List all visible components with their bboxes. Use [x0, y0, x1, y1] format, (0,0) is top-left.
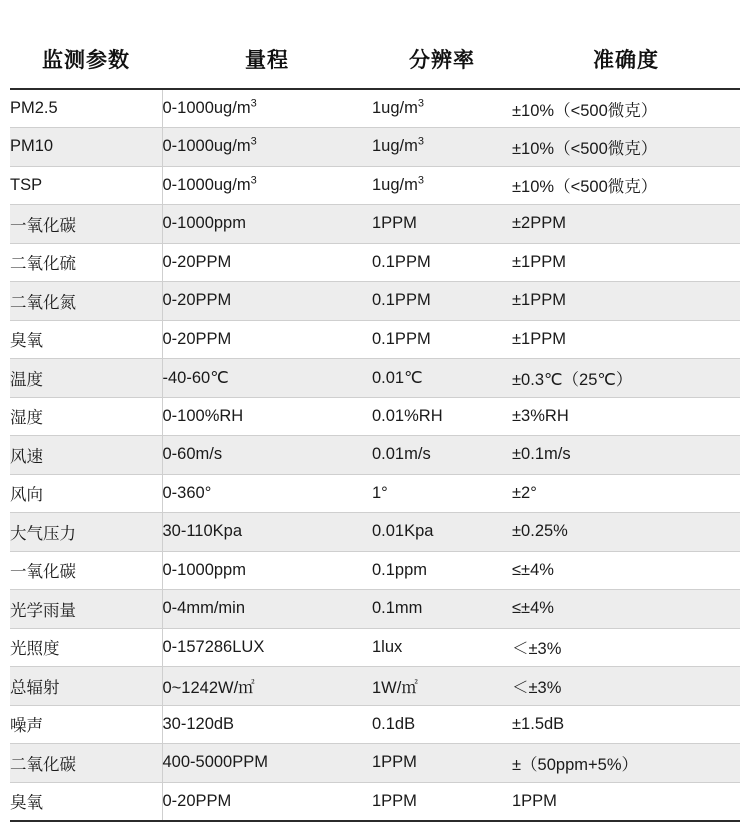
cell-parameter — [10, 705, 162, 744]
cell-range — [162, 243, 372, 282]
cell-parameter-text: 光照度 — [10, 640, 60, 659]
cell-accuracy — [512, 436, 740, 475]
table-row — [10, 628, 740, 667]
cell-range — [162, 359, 372, 398]
cell-resolution — [372, 166, 512, 205]
cell-range-text: 0-1000ug/m — [162, 99, 251, 117]
table-body — [10, 89, 740, 821]
cell-range-text: 0-20PPM — [162, 329, 232, 348]
cell-accuracy — [512, 667, 740, 706]
cell-parameter — [10, 667, 162, 706]
cell-parameter-text: 总辐射 — [10, 678, 60, 697]
cell-accuracy-text: ±2° — [512, 483, 537, 502]
cell-range — [162, 89, 372, 128]
cell-accuracy-text: ±1PPM — [512, 291, 566, 310]
column-header-accuracy: 准确度 — [512, 38, 740, 89]
table-row — [10, 397, 740, 436]
cell-parameter — [10, 282, 162, 321]
table-row — [10, 89, 740, 128]
cell-resolution-text: 0.1PPM — [372, 329, 431, 348]
cell-resolution-text: 1ug/m — [372, 175, 418, 194]
cell-range — [162, 744, 372, 783]
table-row — [10, 474, 740, 513]
cell-range-text: 30-110Kpa — [162, 522, 243, 541]
table-row — [10, 205, 740, 244]
cell-parameter — [10, 243, 162, 282]
cell-accuracy-text: ±1PPM — [512, 329, 566, 348]
cell-accuracy — [512, 359, 740, 398]
table-row — [10, 551, 740, 590]
cell-range-text: 0-20PPM — [162, 252, 232, 271]
cell-resolution — [372, 282, 512, 321]
cell-accuracy-text: ±0.1m/s — [512, 445, 571, 464]
cell-accuracy — [512, 551, 740, 590]
cell-resolution — [372, 205, 512, 244]
table-row — [10, 359, 740, 398]
cell-range — [162, 551, 372, 590]
cell-resolution — [372, 128, 512, 167]
table-row — [10, 705, 740, 744]
cell-accuracy-text: ±10%（<500微克） — [512, 101, 658, 120]
cell-parameter-text: 一氧化碳 — [10, 216, 76, 235]
cell-range-text: 0-20PPM — [162, 791, 232, 810]
cell-resolution-text: 1ug/m — [372, 99, 418, 117]
cell-accuracy — [512, 128, 740, 167]
cell-resolution-text: 0.01m/s — [372, 445, 431, 464]
table-header — [10, 38, 740, 89]
cell-resolution — [372, 89, 512, 128]
cell-parameter — [10, 89, 162, 128]
cell-range-text: 0-1000ug/m — [162, 137, 251, 156]
cell-resolution-text: 1° — [372, 483, 388, 502]
cell-parameter-text: 一氧化碳 — [10, 563, 76, 582]
cell-accuracy — [512, 397, 740, 436]
cell-range — [162, 166, 372, 205]
cell-resolution — [372, 243, 512, 282]
cell-accuracy — [512, 166, 740, 205]
cell-accuracy-text: ≤±4% — [512, 599, 554, 618]
table-row — [10, 243, 740, 282]
cell-accuracy — [512, 705, 740, 744]
cell-parameter-text: 温度 — [10, 370, 43, 389]
cell-accuracy — [512, 320, 740, 359]
cell-parameter-text: 大气压力 — [10, 524, 76, 543]
cell-accuracy-text: ＜±3% — [512, 640, 562, 659]
cell-parameter — [10, 166, 162, 205]
cell-range-superscript: 3 — [250, 135, 257, 148]
cell-parameter-text: 二氧化氮 — [10, 293, 76, 312]
cell-parameter-text: PM2.5 — [10, 99, 58, 117]
cell-parameter — [10, 436, 162, 475]
cell-resolution-text: 0.1PPM — [372, 291, 431, 310]
cell-accuracy-text: ±3%RH — [512, 406, 569, 425]
cell-range — [162, 128, 372, 167]
cell-accuracy — [512, 590, 740, 629]
cell-accuracy-text: 1PPM — [512, 791, 557, 810]
cell-range — [162, 205, 372, 244]
cell-range — [162, 667, 372, 706]
cell-resolution — [372, 744, 512, 783]
cell-range-text: 0-100%RH — [162, 406, 244, 425]
cell-range — [162, 282, 372, 321]
table-row — [10, 436, 740, 475]
cell-range-text: 0-60m/s — [162, 445, 223, 464]
cell-accuracy — [512, 89, 740, 128]
cell-accuracy — [512, 513, 740, 552]
cell-parameter — [10, 359, 162, 398]
cell-accuracy-text: ＜±3% — [512, 678, 562, 697]
cell-resolution-text: 1PPM — [372, 214, 417, 233]
table-row — [10, 782, 740, 821]
table-row — [10, 128, 740, 167]
cell-range-text: 0-1000ug/m — [162, 175, 251, 194]
cell-accuracy — [512, 744, 740, 783]
cell-parameter — [10, 513, 162, 552]
cell-parameter-text: 湿度 — [10, 409, 43, 428]
cell-range-text: 0~1242W/㎡ — [162, 678, 255, 697]
cell-range-text: -40-60℃ — [162, 368, 229, 387]
cell-accuracy — [512, 243, 740, 282]
cell-range — [162, 397, 372, 436]
cell-accuracy-text: ±0.3℃（25℃） — [512, 370, 633, 389]
cell-range-text: 400-5000PPM — [162, 753, 268, 772]
cell-resolution-text: 1PPM — [372, 791, 417, 810]
cell-resolution-text: 1W/㎡ — [372, 678, 418, 697]
cell-range-text: 0-360° — [162, 483, 212, 502]
cell-resolution — [372, 628, 512, 667]
cell-resolution-text: 0.01Kpa — [372, 522, 434, 541]
table-row — [10, 166, 740, 205]
cell-resolution-superscript: 3 — [417, 174, 424, 187]
cell-resolution — [372, 551, 512, 590]
table-row — [10, 744, 740, 783]
cell-parameter — [10, 474, 162, 513]
cell-resolution-text: 0.1PPM — [372, 252, 431, 271]
cell-accuracy — [512, 205, 740, 244]
cell-accuracy — [512, 628, 740, 667]
cell-range-text: 0-157286LUX — [162, 637, 265, 656]
cell-range — [162, 513, 372, 552]
cell-range-superscript: 3 — [250, 174, 257, 187]
cell-resolution — [372, 320, 512, 359]
cell-range — [162, 320, 372, 359]
cell-accuracy-text: ±2PPM — [512, 214, 566, 233]
cell-accuracy — [512, 282, 740, 321]
cell-resolution-text: 1lux — [372, 637, 403, 656]
cell-resolution — [372, 705, 512, 744]
cell-range-text: 0-1000ppm — [162, 214, 246, 233]
cell-accuracy-text: ±1.5dB — [512, 714, 565, 733]
cell-range-text: 0-4mm/min — [162, 599, 246, 618]
cell-resolution — [372, 474, 512, 513]
cell-range — [162, 782, 372, 821]
cell-resolution-superscript: 3 — [417, 97, 424, 110]
cell-range — [162, 590, 372, 629]
cell-accuracy-text: ±（50ppm+5%） — [512, 755, 638, 774]
table-row — [10, 513, 740, 552]
table-row — [10, 590, 740, 629]
cell-parameter — [10, 205, 162, 244]
cell-parameter — [10, 590, 162, 629]
table-row — [10, 320, 740, 359]
cell-resolution-text: 0.01℃ — [372, 368, 423, 387]
column-header-parameter: 监测参数 — [10, 38, 162, 89]
cell-resolution — [372, 667, 512, 706]
cell-range — [162, 474, 372, 513]
cell-resolution-text: 1PPM — [372, 753, 417, 772]
cell-parameter-text: 二氧化硫 — [10, 255, 76, 274]
cell-parameter-text: 二氧化碳 — [10, 755, 76, 774]
cell-accuracy-text: ±1PPM — [512, 252, 566, 271]
cell-resolution-text: 1ug/m — [372, 137, 418, 156]
table-row — [10, 282, 740, 321]
column-header-resolution: 分辨率 — [372, 38, 512, 89]
table-header-row — [10, 38, 740, 89]
cell-resolution-superscript: 3 — [417, 135, 424, 148]
cell-range-superscript: 3 — [250, 97, 257, 110]
cell-range-text: 0-20PPM — [162, 291, 232, 310]
cell-parameter-text: PM10 — [10, 137, 54, 156]
cell-accuracy-text: ±10%（<500微克） — [512, 178, 658, 197]
cell-parameter — [10, 744, 162, 783]
cell-parameter-text: 光学雨量 — [10, 601, 76, 620]
cell-parameter — [10, 320, 162, 359]
cell-accuracy-text: ≤±4% — [512, 560, 554, 579]
cell-parameter-text: 风向 — [10, 486, 43, 505]
cell-parameter — [10, 551, 162, 590]
cell-range — [162, 705, 372, 744]
cell-resolution-text: 0.1dB — [372, 714, 416, 733]
cell-accuracy-text: ±0.25% — [512, 522, 568, 541]
cell-range-text: 30-120dB — [162, 714, 235, 733]
specifications-table — [10, 38, 740, 822]
cell-resolution — [372, 590, 512, 629]
cell-parameter-text: 噪声 — [10, 717, 43, 736]
cell-accuracy-text: ±10%（<500微克） — [512, 139, 658, 158]
table-row — [10, 667, 740, 706]
cell-parameter — [10, 628, 162, 667]
cell-resolution — [372, 397, 512, 436]
column-header-range: 量程 — [162, 38, 372, 89]
cell-parameter-text: TSP — [10, 175, 43, 194]
cell-parameter — [10, 397, 162, 436]
cell-parameter — [10, 128, 162, 167]
cell-range-text: 0-1000ppm — [162, 560, 246, 579]
cell-resolution — [372, 513, 512, 552]
cell-parameter-text: 风速 — [10, 447, 43, 466]
cell-range — [162, 436, 372, 475]
cell-resolution-text: 0.01%RH — [372, 406, 443, 425]
cell-parameter — [10, 782, 162, 821]
cell-accuracy — [512, 474, 740, 513]
cell-resolution-text: 0.1ppm — [372, 560, 428, 579]
cell-resolution — [372, 782, 512, 821]
cell-resolution-text: 0.1mm — [372, 599, 423, 618]
cell-parameter-text: 臭氧 — [10, 794, 43, 812]
cell-range — [162, 628, 372, 667]
cell-parameter-text: 臭氧 — [10, 332, 43, 351]
cell-resolution — [372, 359, 512, 398]
cell-resolution — [372, 436, 512, 475]
cell-accuracy — [512, 782, 740, 821]
